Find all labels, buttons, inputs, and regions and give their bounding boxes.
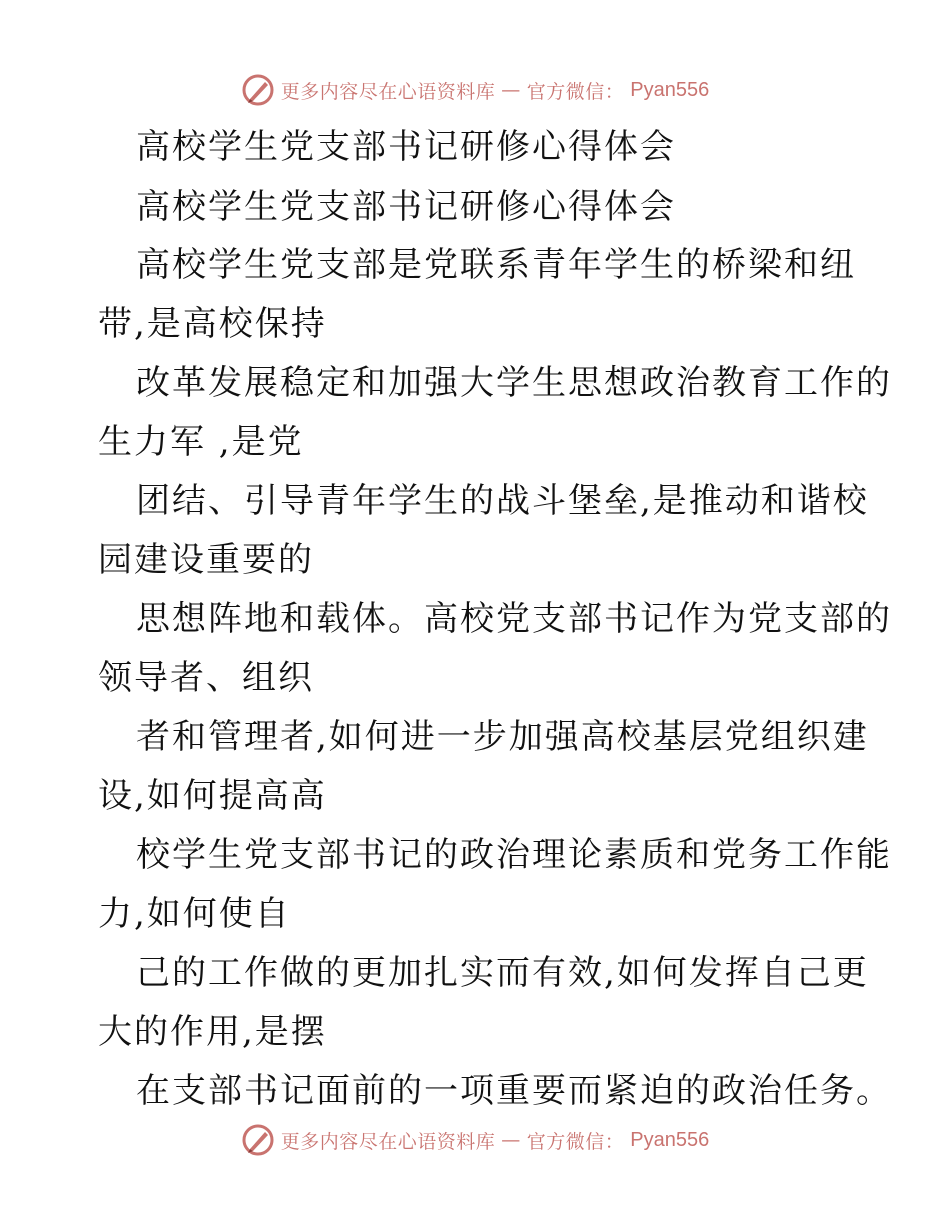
text-line: 思想阵地和载体。高校党支部书记作为党支部的 <box>136 599 892 639</box>
banner-slogan: 更多内容尽在心语资料库 <box>280 1130 496 1153</box>
text-line: 者和管理者,如何进一步加强高校基层党组织建 <box>136 717 869 757</box>
text-line: 己的工作做的更加扎实而有效,如何发挥自己更 <box>136 953 869 993</box>
text-line: 生力军 ,是党 <box>98 422 304 462</box>
text-line: 团结、引导青年学生的战斗堡垒,是推动和谐校 <box>136 481 869 521</box>
text-line: 校学生党支部书记的政治理论素质和党务工作能 <box>136 835 892 875</box>
text-line: 高校学生党支部是党联系青年学生的桥梁和纽 <box>136 245 856 285</box>
pen-logo-icon <box>241 1123 275 1157</box>
text-line: 带,是高校保持 <box>98 304 327 344</box>
text-line: 大的作用,是摆 <box>98 1012 327 1052</box>
banner-wechat-id: Pyan556 <box>630 1128 710 1151</box>
banner-official-label: 官方微信： <box>526 80 625 103</box>
footer-banner <box>0 1120 950 1160</box>
banner-official-label: 官方微信： <box>526 1130 625 1153</box>
banner-slogan: 更多内容尽在心语资料库 <box>280 80 496 103</box>
banner-dash: — <box>501 79 521 101</box>
text-line: 园建设重要的 <box>98 540 314 580</box>
text-line: 在支部书记面前的一项重要而紧迫的政治任务。 <box>136 1071 892 1111</box>
text-line: 设,如何提高高 <box>98 776 327 816</box>
text-line: 改革发展稳定和加强大学生思想政治教育工作的 <box>136 363 892 403</box>
banner-wechat-id: Pyan556 <box>630 78 710 101</box>
text-line: 领导者、组织 <box>98 658 314 698</box>
pen-logo-icon <box>241 73 275 107</box>
document-title: 高校学生党支部书记研修心得体会 <box>136 127 676 167</box>
banner-dash: — <box>501 1129 521 1151</box>
header-banner <box>0 70 950 110</box>
text-line: 力,如何使自 <box>98 894 291 934</box>
document-title-repeat: 高校学生党支部书记研修心得体会 <box>136 187 676 227</box>
